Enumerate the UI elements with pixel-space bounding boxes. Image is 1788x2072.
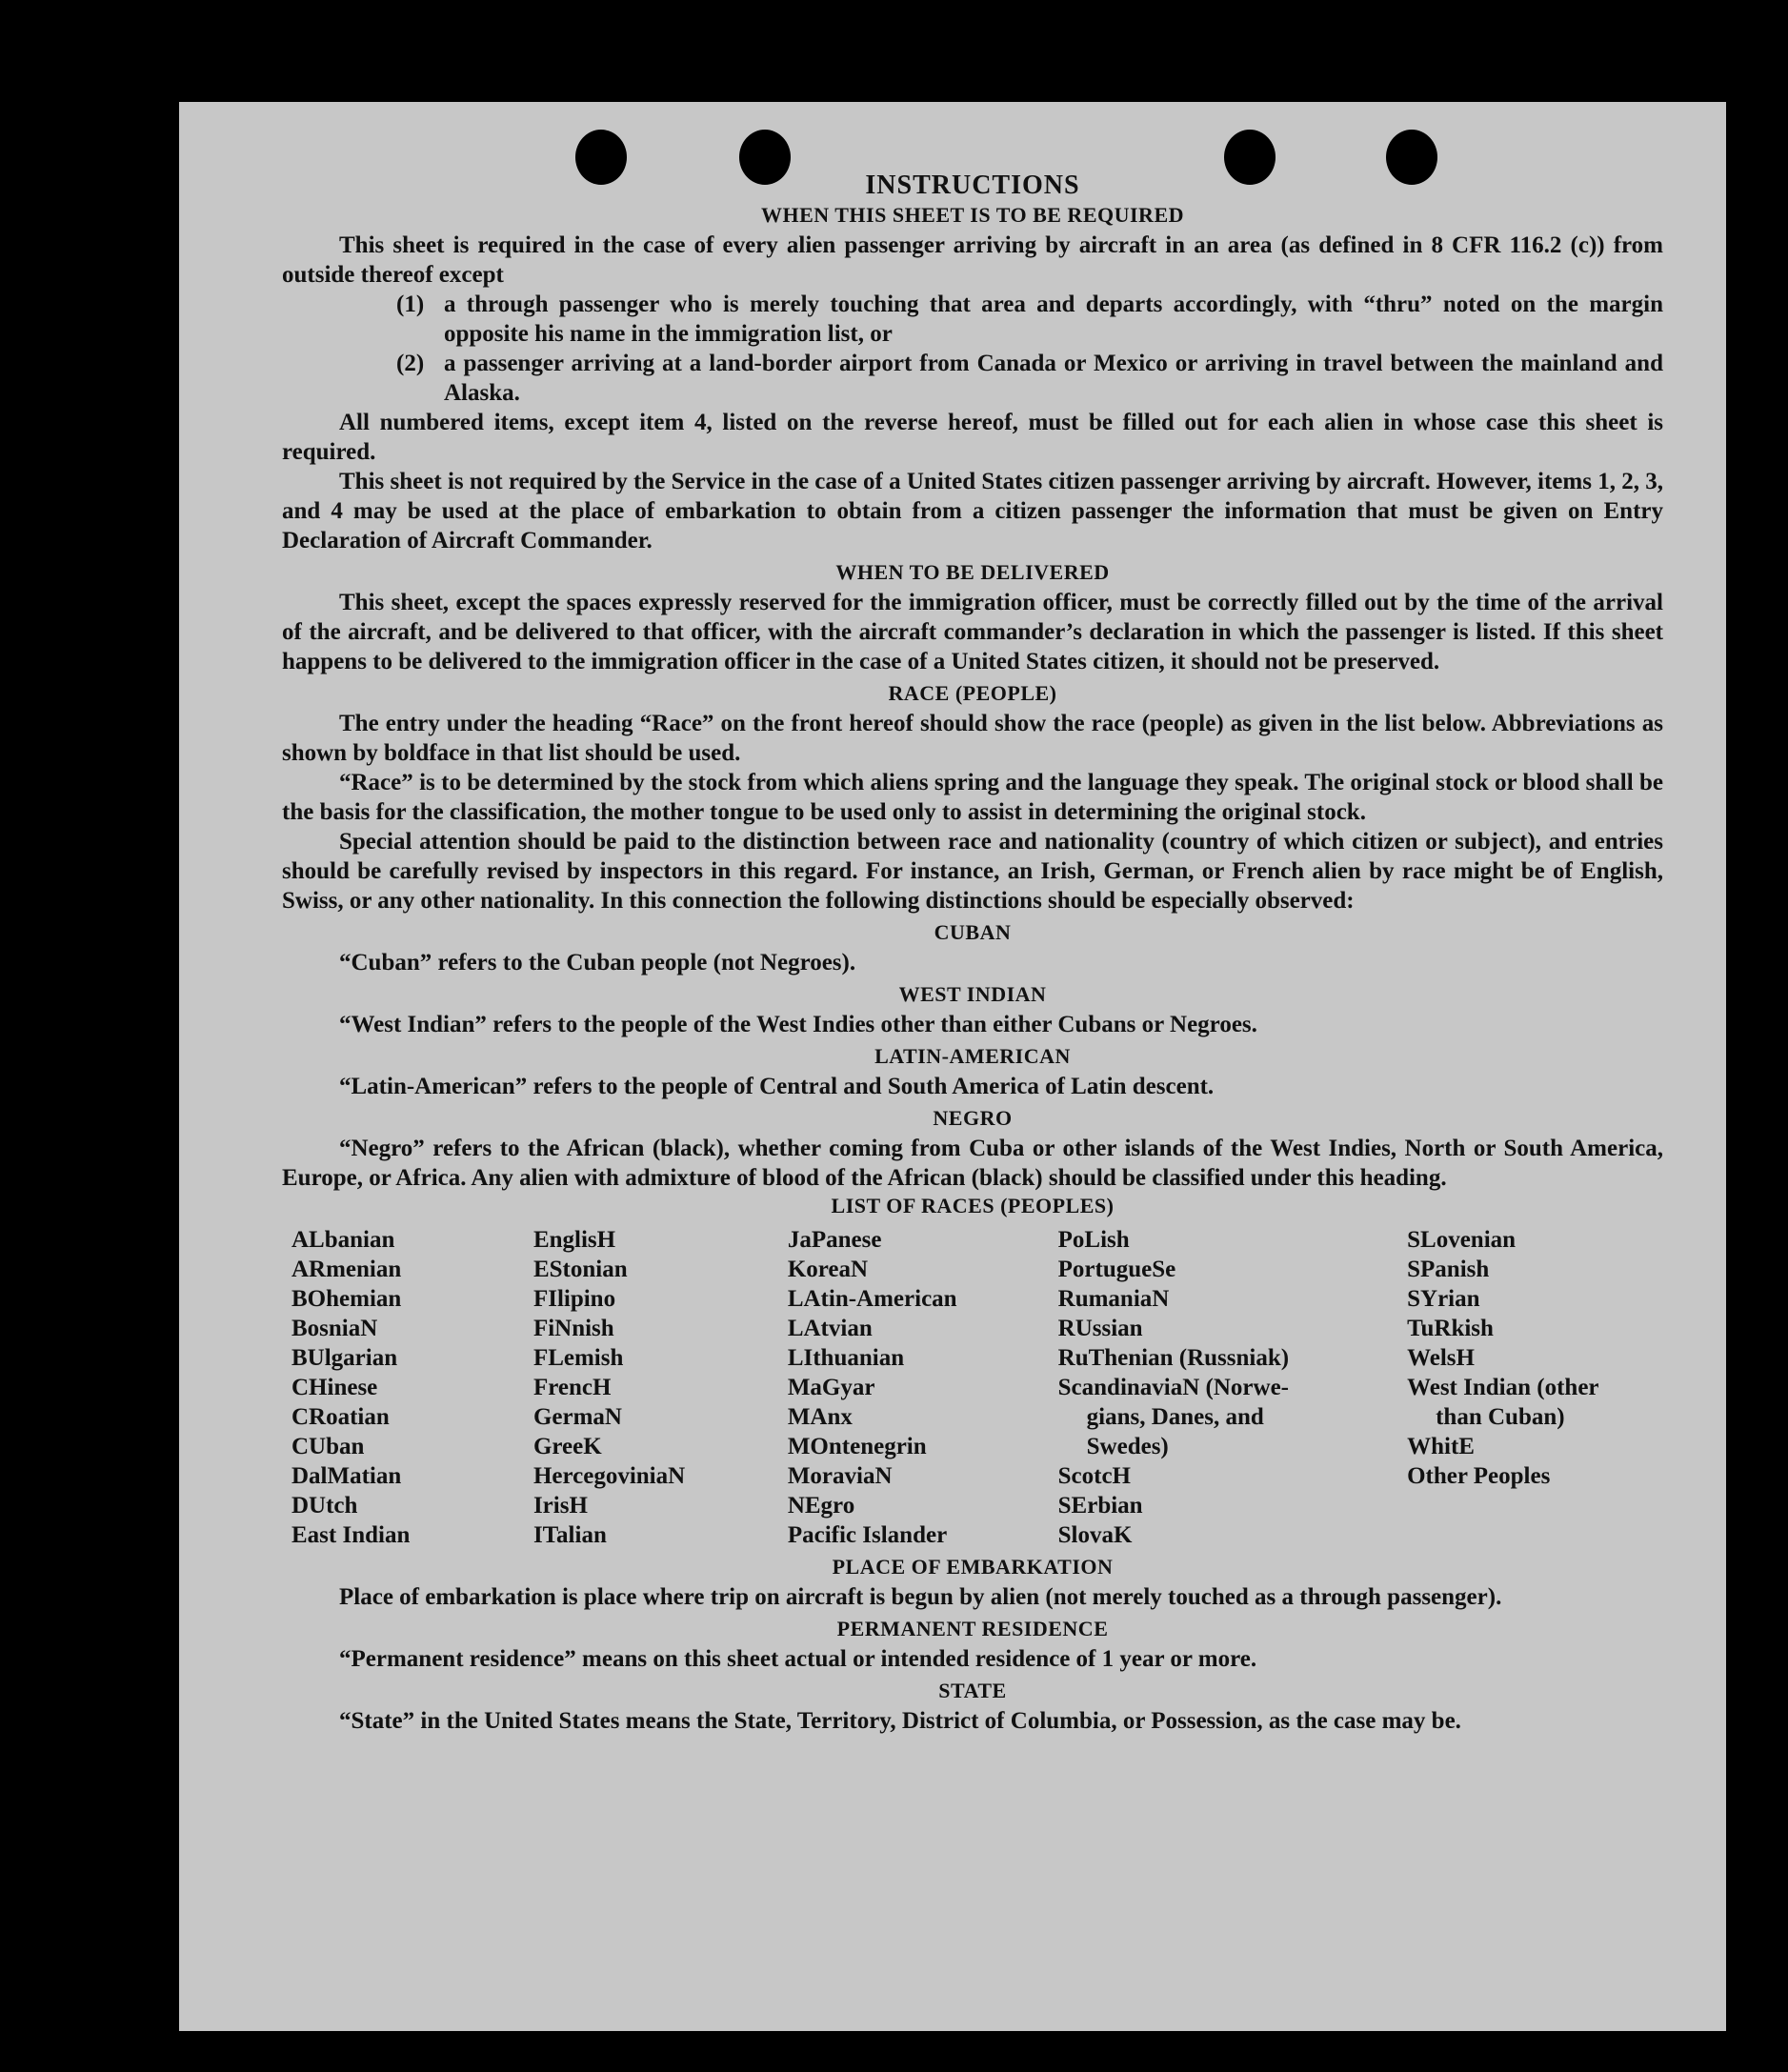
race-entry: WhitE bbox=[1407, 1434, 1475, 1459]
race-entry: HercegoviniaN bbox=[532, 1463, 686, 1489]
race-entry: LAtin-American bbox=[787, 1286, 957, 1312]
race-column bbox=[788, 1225, 1058, 1550]
race-entry: PortugueSe bbox=[1057, 1257, 1176, 1282]
race-column bbox=[291, 1225, 533, 1550]
paragraph: All numbered items, except item 4, listed on the reverse hereof, must be filled out for each alien in whose case this sheet is required. bbox=[282, 410, 1663, 465]
paragraph: Place of embarkation is place where trip on aircraft is begun by alien (not merely touched as a through passenger). bbox=[339, 1584, 1502, 1610]
race-entry: LAtvian bbox=[787, 1316, 873, 1341]
race-entry: GreeK bbox=[532, 1434, 602, 1459]
race-column bbox=[533, 1225, 788, 1550]
race-entry: JaPanese bbox=[787, 1227, 882, 1253]
race-entry: FLemish bbox=[532, 1345, 624, 1371]
race-entry: BOhemian bbox=[291, 1286, 402, 1312]
section-heading: WHEN THIS SHEET IS TO BE REQUIRED bbox=[760, 203, 1185, 227]
race-column bbox=[1058, 1225, 1407, 1550]
race-entry: SlovaK bbox=[1057, 1522, 1133, 1548]
race-entry: East Indian bbox=[291, 1522, 411, 1548]
race-entry: EnglisH bbox=[532, 1227, 616, 1253]
section-heading: STATE bbox=[938, 1679, 1007, 1702]
paragraph: “Cuban” refers to the Cuban people (not Negroes). bbox=[339, 950, 856, 976]
section-heading: PERMANENT RESIDENCE bbox=[836, 1617, 1109, 1640]
section-heading: WEST INDIAN bbox=[898, 982, 1047, 1006]
paragraph: “State” in the United States means the State, Territory, District of Columbia, or Possession, as the case may be. bbox=[339, 1708, 1461, 1734]
race-entry: DUtch bbox=[291, 1493, 358, 1519]
race-entry: BUlgarian bbox=[291, 1345, 398, 1371]
paragraph: This sheet is not required by the Service in the case of a United States citizen passenger arriving by aircraft. However, items 1, 2, 3, and 4 may be used at the place of embarkation to obtain from a citizen passenger the information that must be given on Entry Declaration of Aircraft Commander. bbox=[282, 469, 1663, 553]
race-entry: ALbanian bbox=[291, 1227, 395, 1253]
section-heading: LATIN-AMERICAN bbox=[874, 1044, 1071, 1068]
race-entry: MAnx bbox=[787, 1404, 853, 1430]
paragraph: “Negro” refers to the African (black), whether coming from Cuba or other islands of the West Indies, North or South America, Europe, or Africa. Any alien with admixture of blood of the African (black) should be classified under this heading. bbox=[282, 1136, 1663, 1191]
item-number: (2) bbox=[396, 351, 425, 376]
race-entry: PoLish bbox=[1057, 1227, 1130, 1253]
race-entry: Swedes) bbox=[1086, 1434, 1169, 1459]
race-entry: MoraviaN bbox=[787, 1463, 893, 1489]
race-entry: WelsH bbox=[1407, 1345, 1475, 1371]
section-heading: RACE (PEOPLE) bbox=[888, 681, 1057, 705]
race-entry: RumaniaN bbox=[1057, 1286, 1170, 1312]
race-entry: MOntenegrin bbox=[787, 1434, 927, 1459]
page-title: INSTRUCTIONS bbox=[865, 171, 1080, 200]
item-text: a passenger arriving at a land-border airport from Canada or Mexico or arriving in travel between the mainland and Alaska. bbox=[444, 351, 1663, 406]
race-entry: GermaN bbox=[532, 1404, 622, 1430]
section-heading: WHEN TO BE DELIVERED bbox=[835, 560, 1110, 584]
section-heading: LIST OF RACES (PEOPLES) bbox=[831, 1194, 1115, 1217]
race-entry: ScotcH bbox=[1057, 1463, 1132, 1489]
race-entry: RUssian bbox=[1057, 1316, 1143, 1341]
race-entry: MaGyar bbox=[787, 1375, 875, 1400]
race-entry: West Indian (other bbox=[1407, 1375, 1599, 1400]
race-entry: CHinese bbox=[291, 1375, 378, 1400]
race-entry: ARmenian bbox=[291, 1257, 402, 1282]
paragraph: The entry under the heading “Race” on the front hereof should show the race (people) as given in the list below. Abbreviations as shown by boldface in that list should be used. bbox=[282, 711, 1663, 766]
race-entry: Other Peoples bbox=[1407, 1463, 1551, 1489]
race-entry: NEgro bbox=[787, 1493, 855, 1519]
race-entry: than Cuban) bbox=[1436, 1404, 1565, 1430]
item-number: (1) bbox=[396, 292, 425, 317]
instructions-content bbox=[282, 170, 1663, 1736]
race-entry: KoreaN bbox=[787, 1257, 869, 1282]
race-entry: ScandinaviaN (Norwe- bbox=[1057, 1375, 1289, 1400]
race-entry: SPanish bbox=[1407, 1257, 1490, 1282]
race-entry: CRoatian bbox=[291, 1404, 390, 1430]
section-heading: CUBAN bbox=[934, 920, 1012, 944]
section-heading: PLACE OF EMBARKATION bbox=[832, 1555, 1114, 1579]
race-entry: BosniaN bbox=[291, 1316, 378, 1341]
race-entry: FIlipino bbox=[532, 1286, 616, 1312]
section-heading: NEGRO bbox=[933, 1106, 1013, 1130]
list-item bbox=[396, 290, 1663, 349]
list-item bbox=[396, 349, 1663, 408]
race-column bbox=[1407, 1225, 1663, 1550]
race-entry: IrisH bbox=[532, 1493, 588, 1519]
race-entry: gians, Danes, and bbox=[1086, 1404, 1264, 1430]
race-entry: DalMatian bbox=[291, 1463, 402, 1489]
paragraph: “Latin-American” refers to the people of Central and South America of Latin descent. bbox=[339, 1074, 1215, 1099]
race-entry: EStonian bbox=[532, 1257, 628, 1282]
race-entry: SYrian bbox=[1407, 1286, 1480, 1312]
race-entry: CUban bbox=[291, 1434, 365, 1459]
paragraph: Special attention should be paid to the distinction between race and nationality (country of which citizen or subject), and entries should be carefully revised by inspectors in this regard. For instance, an Irish, German, or French alien by race might be of English, Swiss, or any other nationality. In this connection the following distinctions should be especially observed: bbox=[282, 829, 1663, 914]
race-entry: TuRkish bbox=[1407, 1316, 1494, 1341]
paragraph: “Race” is to be determined by the stock from which aliens spring and the language they speak. The original stock or blood shall be the basis for the classification, the mother tongue to be used only to assist in determining the original stock. bbox=[282, 770, 1663, 825]
item-text: a through passenger who is merely touching that area and departs accordingly, with “thru” noted on the margin opposite his name in the immigration list, or bbox=[444, 292, 1663, 347]
race-list bbox=[291, 1225, 1663, 1550]
race-entry: SErbian bbox=[1057, 1493, 1143, 1519]
race-entry: Pacific Islander bbox=[787, 1522, 948, 1548]
race-entry: SLovenian bbox=[1407, 1227, 1517, 1253]
paragraph: This sheet is required in the case of every alien passenger arriving by aircraft in an area (as defined in 8 CFR 116.2 (c)) from outside thereof except bbox=[282, 232, 1663, 288]
race-entry: LIthuanian bbox=[787, 1345, 905, 1371]
race-entry: FiNnish bbox=[532, 1316, 614, 1341]
paragraph: This sheet, except the spaces expressly reserved for the immigration officer, must be correctly filled out by the time of the arrival of the aircraft, and be delivered to that officer, with the aircraft commander’s declaration in which the passenger is listed. If this sheet happens to be delivered to the immigration officer in the case of a United States citizen, it should not be preserved. bbox=[282, 590, 1663, 674]
race-entry: ITalian bbox=[532, 1522, 607, 1548]
paragraph: “West Indian” refers to the people of the West Indies other than either Cubans or Negroes. bbox=[339, 1012, 1257, 1037]
race-entry: FrencH bbox=[532, 1375, 612, 1400]
race-entry: RuThenian (Russniak) bbox=[1057, 1345, 1290, 1371]
paragraph: “Permanent residence” means on this sheet actual or intended residence of 1 year or more. bbox=[339, 1646, 1257, 1672]
